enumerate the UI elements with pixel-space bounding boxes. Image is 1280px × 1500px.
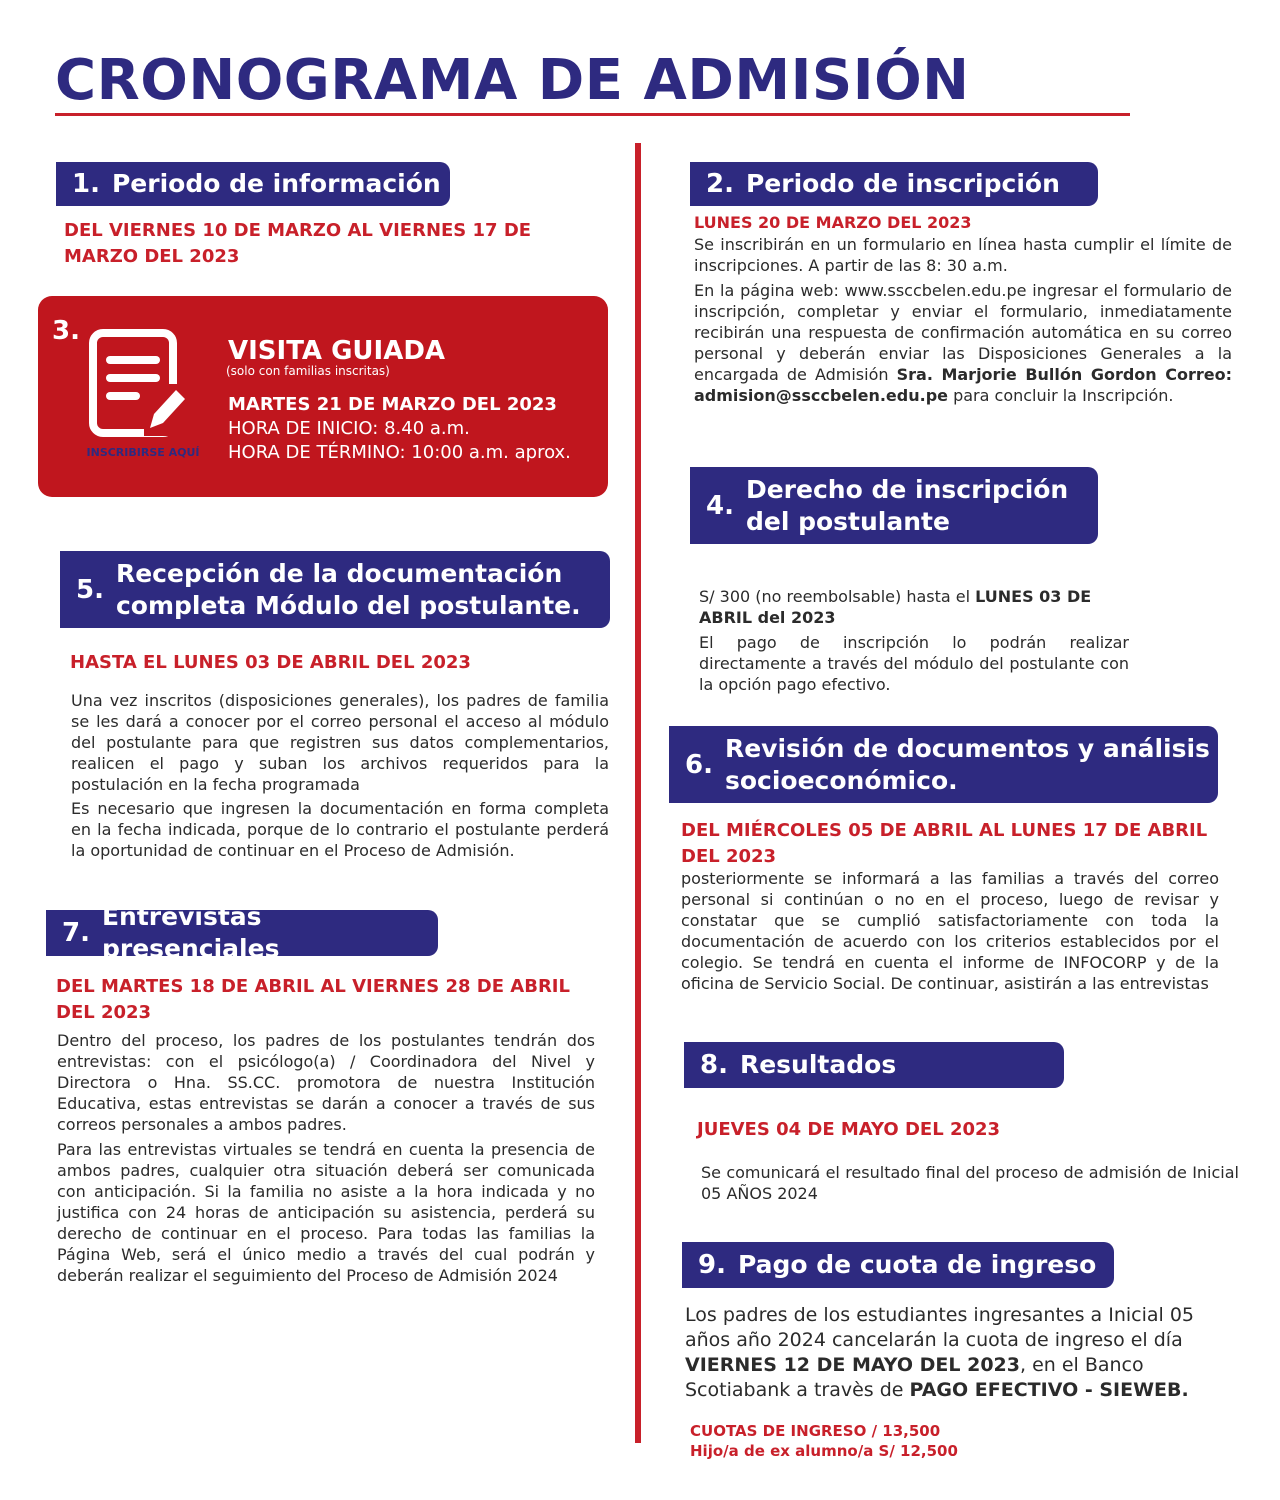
section-number: 6.	[685, 749, 713, 780]
section-number: 5.	[76, 574, 104, 605]
section-5-text-1: Una vez inscritos (disposiciones generales), los padres de familia se les dará a conocer por el correo personal el acceso al módulo del postulante para que registren sus datos complementarios, realicen el pago y suban los archivos requeridos para la postulación en la fecha programada	[71, 691, 609, 794]
section-title: Entrevistas presenciales	[101, 902, 280, 963]
section-number: 8.	[700, 1050, 728, 1080]
section-9-header	[682, 1242, 1114, 1288]
text-run: S/ 300 (no reembolsable) hasta el	[699, 587, 976, 606]
payment-date: VIERNES 12 DE MAYO DEL 2023	[685, 1354, 1020, 1376]
text-run: Los padres de los estudiantes ingresantes a Inicial 05 años año 2024 cancelarán la cuota de ingreso el día	[685, 1304, 1195, 1351]
visit-start-time: HORA DE INICIO: 8.40 a.m.	[228, 418, 470, 439]
section-title	[725, 733, 1210, 797]
page-title: CRONOGRAMA DE ADMISIÓN	[55, 48, 970, 113]
section-7-text-1: Dentro del proceso, los padres de los postulantes tendrán dos entrevistas: con el psicólogo(a) / Coordinadora del Nivel y Directora o Hna. SS.CC. promotora de nuestra Institución Educativa, estas entrevistas se darán a conocer a través de sus correos personales a ambos padres.	[57, 1031, 595, 1134]
section-number: 7.	[62, 918, 90, 948]
title-underline	[55, 113, 1130, 116]
section-title-line-2: del postulante	[745, 506, 950, 536]
section-5-text-2: Es necesario que ingresen la documentación en forma completa en la fecha indicada, porque de lo contrario el postulante perderá la oportunidad de continuar en el Proceso de Admisión.	[71, 799, 609, 860]
section-9-text-1	[685, 1303, 1230, 1403]
section-number: 3.	[52, 316, 80, 346]
section-2-text-1: Se inscribirán en un formulario en línea hasta cumplir el límite de inscripciones. A partir de las 8: 30 a.m.	[694, 235, 1232, 275]
section-number: 2.	[706, 169, 734, 199]
text-run: En la página web: www.ssccbelen.edu.pe ingresar el formulario de inscripción, completar y enviar el formulario, inmediatamente recibirán una respuesta de confirmación automática en su correo personal y deberán enviar las Disposiciones Generales a la encargada de Admisión	[694, 281, 1232, 384]
text-run: para concluir la Inscripción.	[948, 386, 1174, 405]
section-2-date: LUNES 20 DE MARZO DEL 2023	[694, 213, 972, 232]
section-1-header	[56, 162, 450, 206]
guided-visit-card	[38, 296, 608, 497]
section-7-header	[46, 902, 438, 963]
visit-end-time: HORA DE TÉRMINO: 10:00 a.m. aprox.	[228, 442, 571, 463]
center-divider	[635, 143, 641, 1443]
section-title: VISITA GUIADA	[228, 336, 446, 366]
section-title-line-2: completa Módulo del postulante.	[115, 590, 581, 620]
section-7-date: DEL MARTES 18 DE ABRIL AL VIERNES 28 DE ABRIL DEL 2023	[56, 976, 570, 1023]
form-edit-icon[interactable]	[88, 328, 188, 440]
section-8-date: JUEVES 04 DE MAYO DEL 2023	[697, 1119, 1001, 1140]
section-1-date: DEL VIERNES 10 DE MARZO AL VIERNES 17 DE MARZO DEL 2023	[64, 220, 532, 267]
section-title-line-1: Derecho de inscripción	[745, 474, 1069, 504]
section-4-text-2: El pago de inscripción lo podrán realizar directamente a través del módulo del postulante con la opción pago efectivo.	[699, 633, 1129, 694]
section-8-text-1: Se comunicará el resultado final del proceso de admisión de Inicial 05 AÑOS 2024	[701, 1163, 1239, 1203]
section-4-text-1	[699, 586, 1119, 628]
section-7-text-2: Para las entrevistas virtuales se tendrá en cuenta la presencia de ambos padres, cualquier otra situación deberá ser comunicada con anticipación. Si la familia no asiste a la hora indicada y no justifica con 24 horas de anticipación su asistencia, perderá su derecho de continuar en el proceso. Para todas las familias la Página Web, será el único medio a través del cual podrán y deberán realizar el seguimiento del Proceso de Admisión 2024	[57, 1140, 595, 1285]
register-here-link[interactable]: INSCRIBIRSE AQUÍ	[86, 446, 200, 459]
fee-alumni: Hijo/a de ex alumno/a S/ 12,500	[690, 1442, 958, 1460]
section-8-header	[684, 1042, 1064, 1088]
section-number: 1.	[72, 169, 100, 199]
section-title: Pago de cuota de ingreso	[737, 1250, 1097, 1279]
section-title	[116, 558, 581, 622]
section-subtitle: (solo con familias inscritas)	[226, 364, 390, 378]
section-title: Periodo de información	[111, 169, 441, 198]
section-2-text-2	[694, 280, 1232, 406]
visit-date: MARTES 21 DE MARZO DEL 2023	[228, 394, 557, 415]
section-5-header	[60, 551, 610, 628]
text-run: , en el Banco Scotiabank a travès de	[685, 1354, 1144, 1401]
section-2-header	[690, 162, 1098, 206]
section-title-line-2: socioeconómico.	[724, 765, 958, 795]
contact-email: Sra. Marjorie Bullón Gordon Correo: admision@ssccbelen.edu.pe	[694, 365, 1233, 405]
section-title-line-1: Revisión de documentos y análisis	[724, 733, 1210, 763]
section-6-date: DEL MIÉRCOLES 05 DE ABRIL AL LUNES 17 DE ABRIL DEL 2023	[681, 820, 1208, 867]
section-6-header	[669, 726, 1218, 803]
section-4-header	[690, 467, 1098, 544]
payment-method: PAGO EFECTIVO - SIEWEB.	[909, 1379, 1189, 1401]
section-6-text-1: posteriormente se informará a las familias a través del correo personal si continúan o no en el proceso, luego de revisar y constatar que se cumplió satisfactoriamente con toda la documentación de acuerdo con los criterios establecidos por el colegio. Se tendrá en cuenta el informe de INFOCORP y de la oficina de Servicio Social. De continuar, asistirán a las entrevistas	[681, 869, 1219, 993]
fee-regular: CUOTAS DE INGRESO / 13,500	[690, 1422, 941, 1440]
section-title: Resultados	[739, 1050, 897, 1079]
section-title-line-1: Recepción de la documentación	[115, 558, 563, 588]
section-title	[746, 474, 1068, 538]
section-number: 4.	[706, 490, 734, 521]
section-title: Periodo de inscripción	[745, 169, 1060, 198]
section-5-date: HASTA EL LUNES 03 DE ABRIL DEL 2023	[70, 652, 471, 673]
deadline-date: LUNES 03 DE ABRIL del 2023	[699, 587, 1092, 627]
section-number: 9.	[698, 1250, 726, 1280]
